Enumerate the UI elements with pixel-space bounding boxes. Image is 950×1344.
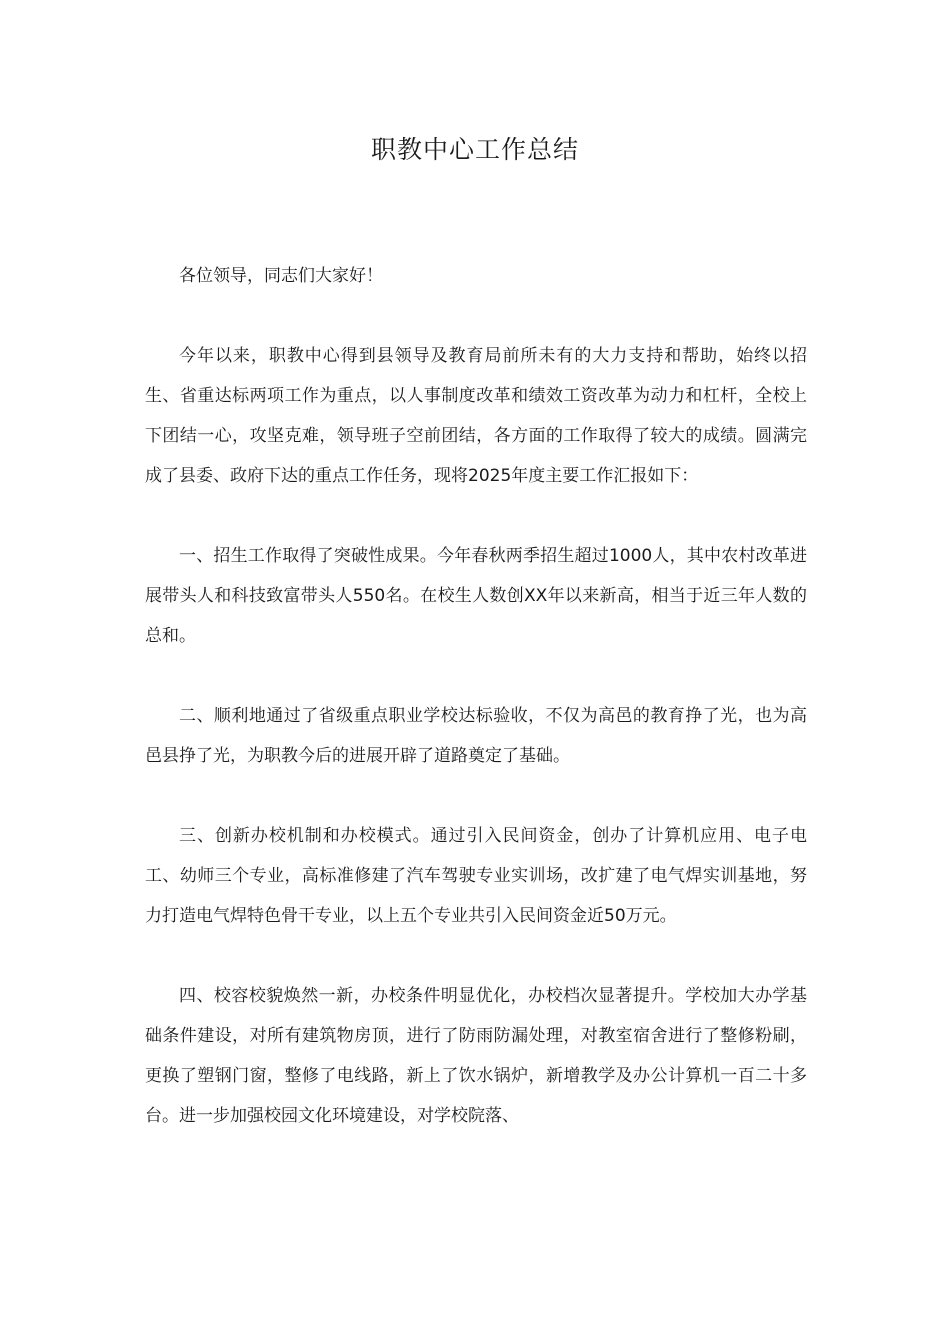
paragraph-accreditation: 二、顺利地通过了省级重点职业学校达标验收，不仅为高邑的教育挣了光，也为高邑县挣了光，为职教今后的进展开辟了道路奠定了基础。 [145, 706, 807, 766]
document-title: 职教中心工作总结 [370, 135, 579, 164]
paragraph-intro: 今年以来，职教中心得到县领导及教育局前所未有的大力支持和帮助，始终以招生、省重达标两项工作为重点，以人事制度改革和绩效工资改革为动力和杠杆，全校上下团结一心，攻坚克难，领导班子空前团结，各方面的工作取得了较大的成绩。圆满完成了县委、政府下达的重点工作任务，现将2025年度主要工作汇报如下： [145, 346, 807, 486]
paragraph-enrollment: 一、招生工作取得了突破性成果。今年春秋两季招生超过1000人，其中农村改革进展带头人和科技致富带头人550名。在校生人数创XX年以来新高，相当于近三年人数的总和。 [145, 546, 807, 646]
paragraph-greeting: 各位领导，同志们大家好！ [179, 266, 383, 286]
paragraph-campus: 四、校容校貌焕然一新，办校条件明显优化，办校档次显著提升。学校加大办学基础条件建设，对所有建筑物房顶，进行了防雨防漏处理，对教室宿舍进行了整修粉刷，更换了塑钢门窗，整修了电线路，新上了饮水锅炉，新增教学及办公计算机一百二十多台。进一步加强校园文化环境建设，对学校院落、 [145, 986, 807, 1126]
document-body [145, 256, 807, 1136]
paragraph-innovation: 三、创新办校机制和办校模式。通过引入民间资金，创办了计算机应用、电子电工、幼师三个专业，高标准修建了汽车驾驶专业实训场，改扩建了电气焊实训基地，努力打造电气焊特色骨干专业，以上五个专业共引入民间资金近50万元。 [145, 826, 807, 926]
